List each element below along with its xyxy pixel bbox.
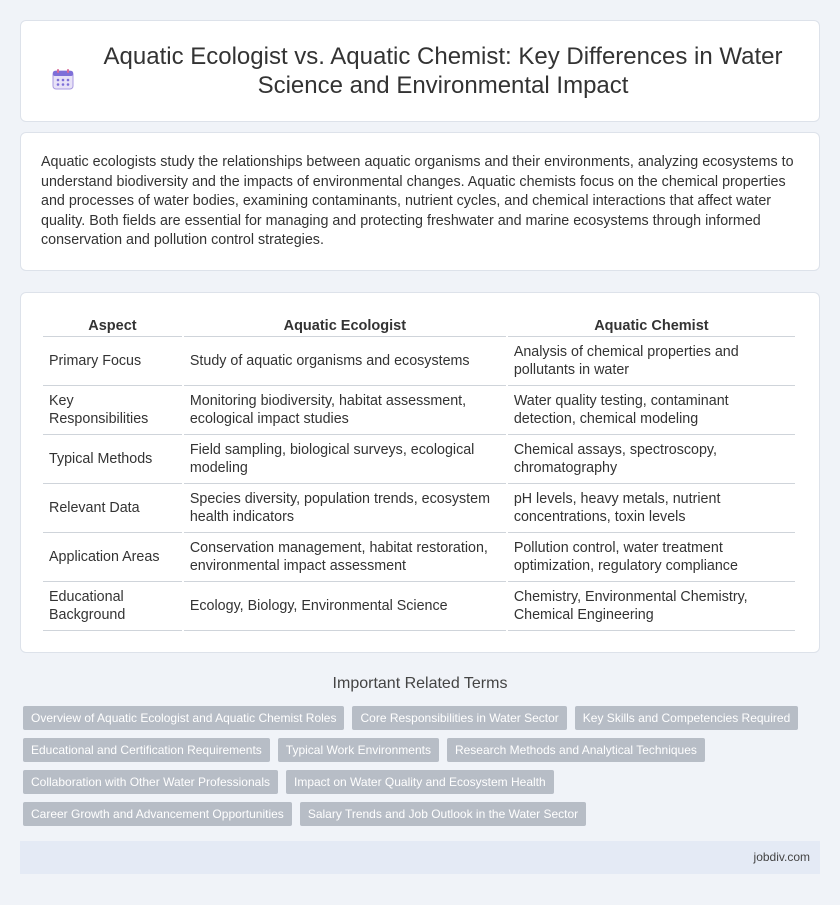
row-ecologist: Species diversity, population trends, ecosystem health indicators <box>184 484 506 533</box>
row-chemist: Water quality testing, contaminant detection, chemical modeling <box>508 386 795 435</box>
related-term-tag[interactable]: Core Responsibilities in Water Sector <box>352 706 566 730</box>
row-ecologist: Monitoring biodiversity, habitat assessment, ecological impact studies <box>184 386 506 435</box>
row-ecologist: Ecology, Biology, Environmental Science <box>184 582 506 631</box>
table-header-row <box>43 313 795 337</box>
table-row <box>43 533 795 582</box>
table-row <box>43 582 795 631</box>
comparison-table-card <box>20 292 820 653</box>
related-term-tag[interactable]: Key Skills and Competencies Required <box>575 706 798 730</box>
related-terms <box>23 706 813 834</box>
row-chemist: Analysis of chemical properties and pollutants in water <box>508 337 795 386</box>
related-term-tag[interactable]: Salary Trends and Job Outlook in the Water Sector <box>300 802 586 826</box>
row-aspect: Key Responsibilities <box>43 386 182 435</box>
related-term-tag[interactable]: Impact on Water Quality and Ecosystem Health <box>286 770 554 794</box>
table-row <box>43 386 795 435</box>
row-chemist: Pollution control, water treatment optimization, regulatory compliance <box>508 533 795 582</box>
title-card <box>20 20 820 122</box>
related-term-tag[interactable]: Research Methods and Analytical Techniques <box>447 738 705 762</box>
footer-site-link[interactable]: jobdiv.com <box>753 850 810 864</box>
row-aspect: Application Areas <box>43 533 182 582</box>
related-term-tag[interactable]: Overview of Aquatic Ecologist and Aquatic Chemist Roles <box>23 706 344 730</box>
table-row <box>43 435 795 484</box>
row-chemist: Chemistry, Environmental Chemistry, Chemical Engineering <box>508 582 795 631</box>
row-aspect: Educational Background <box>43 582 182 631</box>
row-aspect: Primary Focus <box>43 337 182 386</box>
row-ecologist: Field sampling, biological surveys, ecological modeling <box>184 435 506 484</box>
intro-paragraph: Aquatic ecologists study the relationships between aquatic organisms and their environments, analyzing ecosystems to understand biodiversity and the impacts of environmental changes. Aquatic chemists focus on the chemical properties and processes of water bodies, examining contaminants, nutrient cycles, and chemical interactions that affect water quality. Both fields are essential for managing and protecting freshwater and marine ecosystems through informed conservation and pollution control strategies. <box>41 154 794 249</box>
table-row <box>43 337 795 386</box>
row-ecologist: Study of aquatic organisms and ecosystems <box>184 337 506 386</box>
related-term-tag[interactable]: Collaboration with Other Water Professionals <box>23 770 278 794</box>
row-aspect: Relevant Data <box>43 484 182 533</box>
related-terms-title: Important Related Terms <box>332 675 508 692</box>
row-chemist: pH levels, heavy metals, nutrient concentrations, toxin levels <box>508 484 795 533</box>
intro-card <box>20 132 820 271</box>
related-term-tag[interactable]: Career Growth and Advancement Opportunities <box>23 802 292 826</box>
related-term-tag[interactable]: Typical Work Environments <box>278 738 439 762</box>
row-chemist: Chemical assays, spectroscopy, chromatography <box>508 435 795 484</box>
related-term-tag[interactable]: Educational and Certification Requirements <box>23 738 270 762</box>
row-ecologist: Conservation management, habitat restoration, environmental impact assessment <box>184 533 506 582</box>
page-title: Aquatic Ecologist vs. Aquatic Chemist: Key Differences in Water Science and Environmental Impact <box>103 43 783 99</box>
row-aspect: Typical Methods <box>43 435 182 484</box>
calendar-icon <box>52 68 74 90</box>
header-chemist: Aquatic Chemist <box>508 313 795 337</box>
header-aspect: Aspect <box>43 313 182 337</box>
comparison-table <box>41 313 797 631</box>
footer <box>20 841 820 874</box>
header-ecologist: Aquatic Ecologist <box>184 313 506 337</box>
table-row <box>43 484 795 533</box>
